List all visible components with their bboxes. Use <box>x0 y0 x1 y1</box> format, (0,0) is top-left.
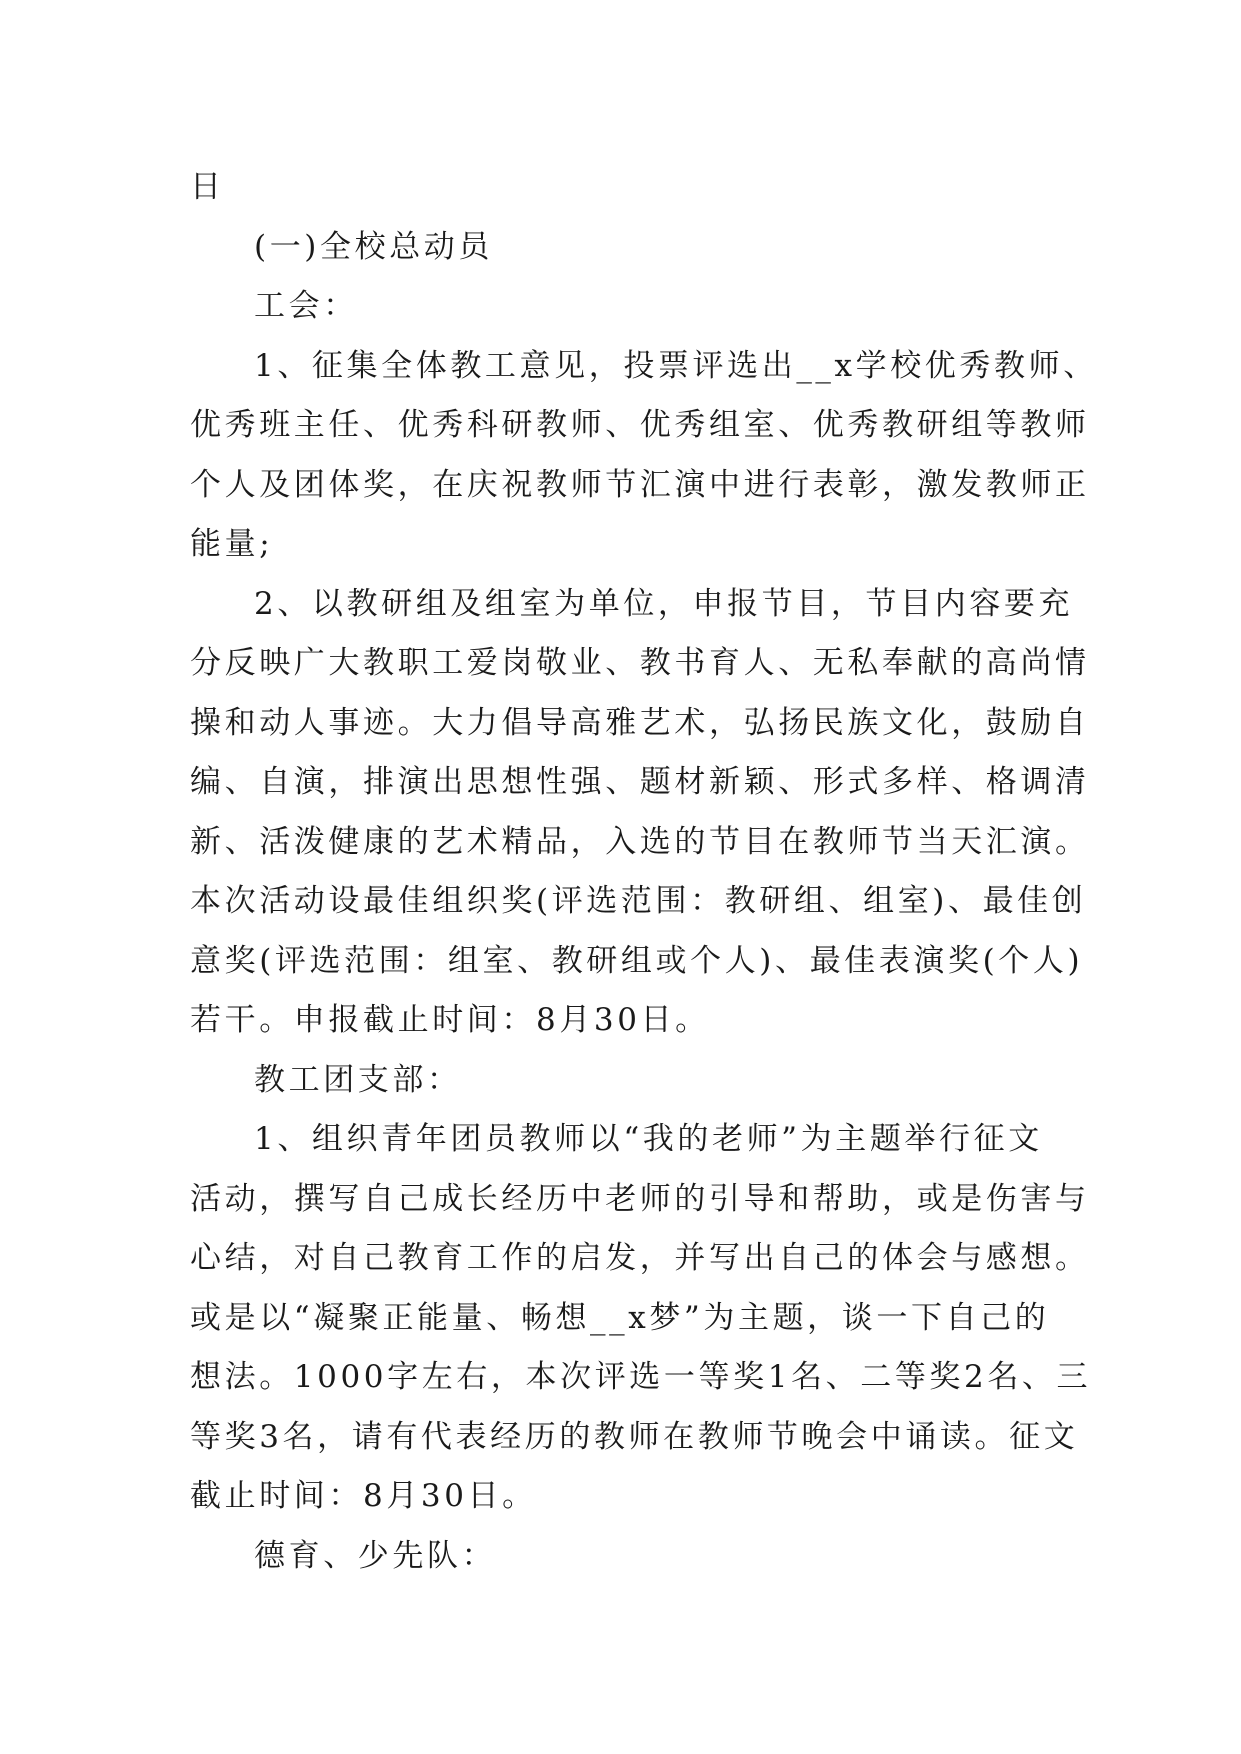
text-line: 若干。申报截止时间：8月30日。 <box>190 1002 710 1038</box>
text-line: 新、活泼健康的艺术精品，入选的节目在教师节当天汇演。 <box>190 823 1090 860</box>
text-line: 分反映广大教职工爱岗敬业、教书育人、无私奉献的高尚情 <box>190 645 1090 681</box>
text-line: 个人及团体奖，在庆祝教师节汇演中进行表彰，激发教师正 <box>190 466 1090 503</box>
text-line: (一)全校总动员 <box>254 228 493 265</box>
text-line: 意奖(评选范围：组室、教研组或个人)、最佳表演奖(个人) <box>190 942 1084 979</box>
text-line: 1、组织青年团员教师以“我的老师”为主题举行征文 <box>254 1121 1043 1157</box>
text-line: 操和动人事迹。大力倡导高雅艺术，弘扬民族文化，鼓励自 <box>190 704 1090 741</box>
text-line: 或是以“凝聚正能量、畅想__x梦”为主题，谈一下自己的 <box>190 1299 1050 1336</box>
text-line: 2、以教研组及组室为单位，申报节目，节目内容要充 <box>254 585 1074 622</box>
text-line: 日 <box>190 169 225 205</box>
text-line: 想法。1000字左右，本次评选一等奖1名、二等奖2名、三 <box>190 1359 1092 1395</box>
text-line: 优秀班主任、优秀科研教师、优秀组室、优秀教研组等教师 <box>190 407 1090 443</box>
text-line: 心结，对自己教育工作的启发，并写出自己的体会与感想。 <box>190 1240 1090 1276</box>
text-line: 1、征集全体教工意见，投票评选出__x学校优秀教师、 <box>254 347 1098 384</box>
text-line: 德育、少先队： <box>254 1537 497 1574</box>
text-line: 教工团支部： <box>254 1061 462 1098</box>
text-line: 工会： <box>254 288 358 324</box>
text-line: 能量; <box>190 526 274 562</box>
text-line: 编、自演，排演出思想性强、题材新颖、形式多样、格调清 <box>190 764 1090 800</box>
text-line: 活动，撰写自己成长经历中老师的引导和帮助，或是伤害与 <box>190 1180 1090 1217</box>
document-body <box>190 158 1098 1586</box>
text-line: 等奖3名，请有代表经历的教师在教师节晚会中诵读。征文 <box>190 1418 1079 1455</box>
text-line: 截止时间：8月30日。 <box>190 1478 537 1514</box>
text-line: 本次活动设最佳组织奖(评选范围：教研组、组室)、最佳创 <box>190 883 1087 919</box>
